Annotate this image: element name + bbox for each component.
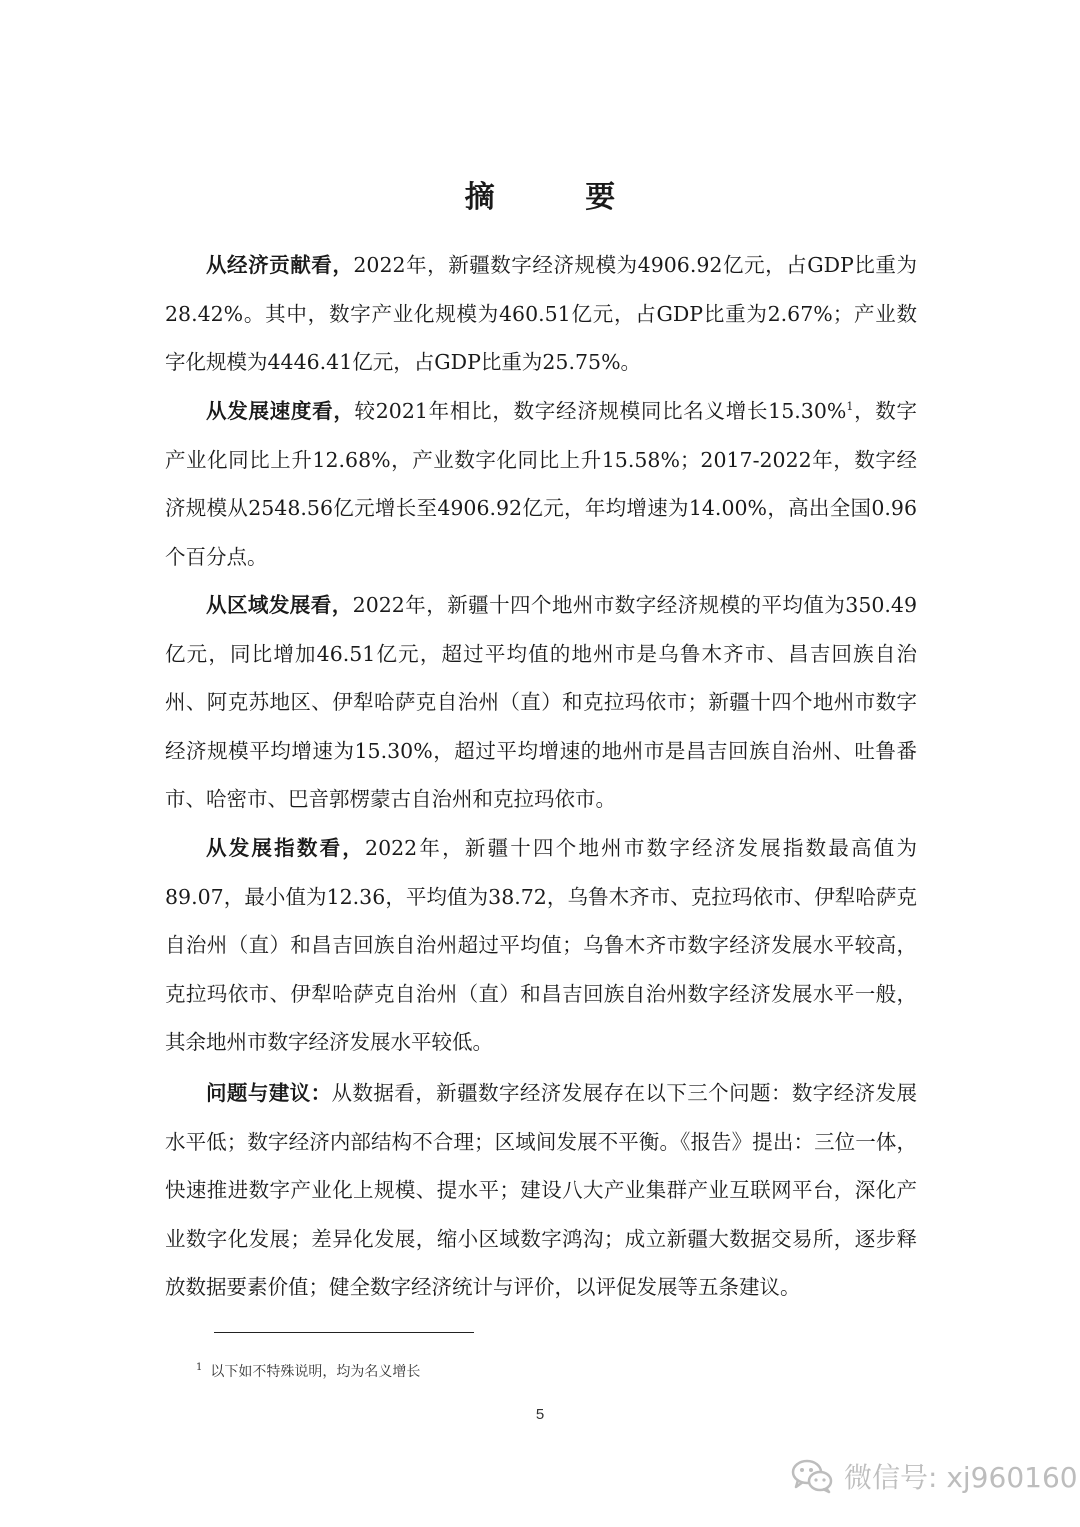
section-growth-speed	[165, 387, 917, 581]
watermark	[790, 1456, 1078, 1496]
section-body: 2022年，新疆十四个地州市数字经济发展指数最高值为89.07，最小值为12.36，平均值为38.72，乌鲁木齐市、克拉玛依市、伊犁哈萨克自治州（直）和昌吉回族自治州超过平均值；乌鲁木齐市数字经济发展水平较高，克拉玛依市、伊犁哈萨克自治州（直）和昌吉回族自治州数字经济发展水平一般，其余地州市数字经济发展水平较低。	[165, 836, 918, 1054]
section-economic-contribution	[165, 241, 917, 387]
section-body: 较2021年相比，数字经济规模同比名义增长15.30%	[354, 399, 847, 423]
page-number: 5	[535, 1406, 545, 1423]
watermark-text: 微信号: xj960160	[844, 1461, 1078, 1494]
footnote-text: 以下如不特殊说明，均为名义增长	[210, 1364, 421, 1380]
wechat-icon	[790, 1458, 834, 1494]
page-title: 摘 要	[464, 180, 656, 215]
section-body-cont: ，数字产业化同比上升12.68%，产业数字化同比上升15.58%；2017-2022年，数字经济规模从2548.56亿元增长至4906.92亿元，年均增速为14.00%，高出全国0.96个百分点。	[165, 399, 918, 569]
section-lead: 从发展速度看，	[206, 399, 355, 423]
section-development-index	[165, 824, 917, 1067]
section-lead: 从经济贡献看，	[206, 253, 354, 277]
footnote-divider	[214, 1332, 474, 1333]
section-regional-development	[165, 581, 917, 824]
section-issues-suggestions	[165, 1069, 917, 1312]
footnote-ref[interactable]: 1	[846, 400, 854, 414]
section-body: 从数据看，新疆数字经济发展存在以下三个问题：数字经济发展水平低；数字经济内部结构不合理；区域间发展不平衡。《报告》提出：三位一体，快速推进数字产业化上规模、提水平；建设八大产业集群产业互联网平台，深化产业数字化发展；差异化发展，缩小区域数字鸿沟；成立新疆大数据交易所，逐步释放数据要素价值；健全数字经济统计与评价，以评促发展等五条建议。	[165, 1081, 917, 1299]
section-lead: 从区域发展看，	[206, 593, 353, 617]
footnote-number: 1	[196, 1362, 203, 1374]
section-lead: 从发展指数看，	[206, 836, 366, 860]
section-body: 2022年，新疆十四个地州市数字经济规模的平均值为350.49亿元，同比增加46.51亿元，超过平均值的地州市是乌鲁木齐市、昌吉回族自治州、阿克苏地区、伊犁哈萨克自治州（直）和克拉玛依市；新疆十四个地州市数字经济规模平均增速为15.30%，超过平均增速的地州市是昌吉回族自治州、吐鲁番市、哈密市、巴音郭楞蒙古自治州和克拉玛依市。	[165, 593, 918, 811]
footnote	[196, 1361, 420, 1381]
section-body: 2022年，新疆数字经济规模为4906.92亿元，占GDP比重为28.42%。其中，数字产业化规模为460.51亿元，占GDP比重为2.67%；产业数字化规模为4446.41亿元，占GDP比重为25.75%。	[165, 253, 917, 374]
section-lead: 问题与建议：	[206, 1081, 332, 1105]
